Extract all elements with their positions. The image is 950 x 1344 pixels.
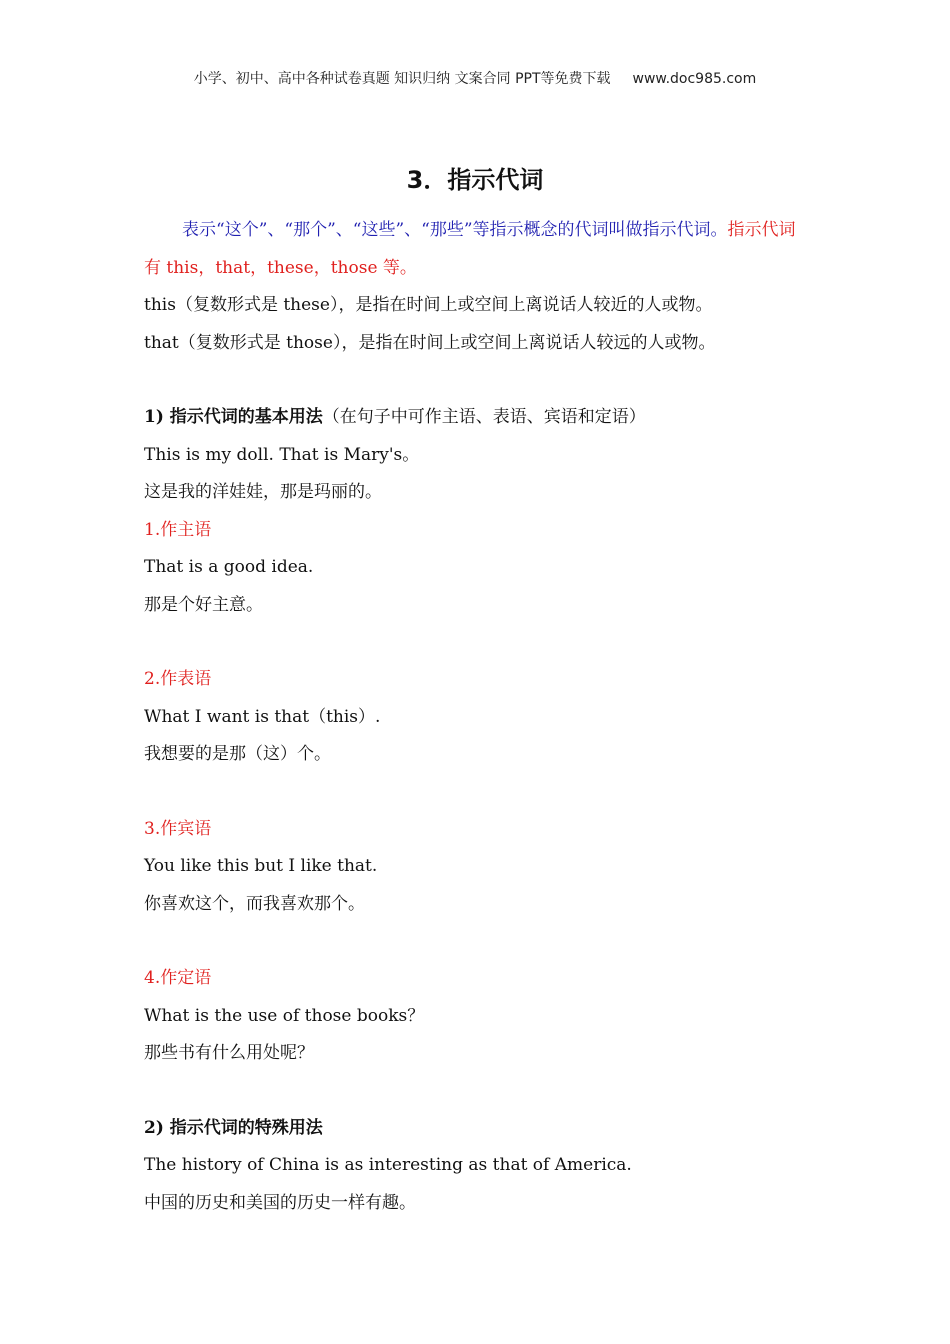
this-explanation: this（复数形式是 these），是指在时间上或空间上离说话人较近的人或物。 [144,295,713,315]
item3-label: 3.作宾语 [144,818,212,839]
header-text: 小学、初中、高中各种试卷真题 知识归纳 文案合同 PPT等免费下载 [193,71,611,87]
page-header [0,68,950,88]
item2-label: 2.作表语 [144,669,212,689]
section1-heading-line [144,399,812,437]
item1-example-zh: 那是个好主意。 [144,594,263,615]
section2-example-zh: 中国的历史和美国的历史一样有趣。 [144,1192,416,1213]
item3-example-zh: 你喜欢这个，而我喜欢那个。 [144,893,365,914]
item4-example-zh: 那些书有什么用处呢？ [144,1043,314,1063]
item2-example-en: What I want is that（this）. [144,706,381,727]
item1-example-en: That is a good idea. [144,557,314,577]
spacer [144,923,812,960]
section1-example-zh: 这是我的洋娃娃，那是玛丽的。 [144,482,382,502]
section1-note: （在句子中可作主语、表语、宾语和定语） [322,407,646,427]
intro-list: 指示代词有 this，that，these，those 等。 [144,220,796,278]
item4-label: 4.作定语 [144,968,212,988]
spacer [144,774,812,811]
intro-paragraph [144,212,812,287]
intro-definition: 表示“这个”、“那个”、“这些”、“那些”等指示概念的代词叫做指示代词。 [182,220,728,240]
document-body [144,212,812,1222]
item3-example-en: You like this but I like that. [144,856,378,876]
header-url: www.doc985.com [632,71,757,87]
spacer [144,1073,812,1110]
spacer [144,624,812,661]
section2-example-en: The history of China is as interesting as that of America. [144,1155,632,1175]
spacer [144,362,812,399]
that-explanation: that（复数形式是 those），是指在时间上或空间上离说话人较远的人或物。 [144,332,716,353]
page-title: 3．指示代词 [406,166,544,194]
section1-example-en: This is my doll. That is Mary's。 [144,444,420,465]
item4-example-en: What is the use of those books？ [144,1005,425,1026]
item2-example-zh: 我想要的是那（这）个。 [144,744,331,764]
section1-heading: 1) 指示代词的基本用法 [144,407,323,427]
section2-heading: 2) 指示代词的特殊用法 [144,1117,323,1138]
item1-label: 1.作主语 [144,519,212,540]
